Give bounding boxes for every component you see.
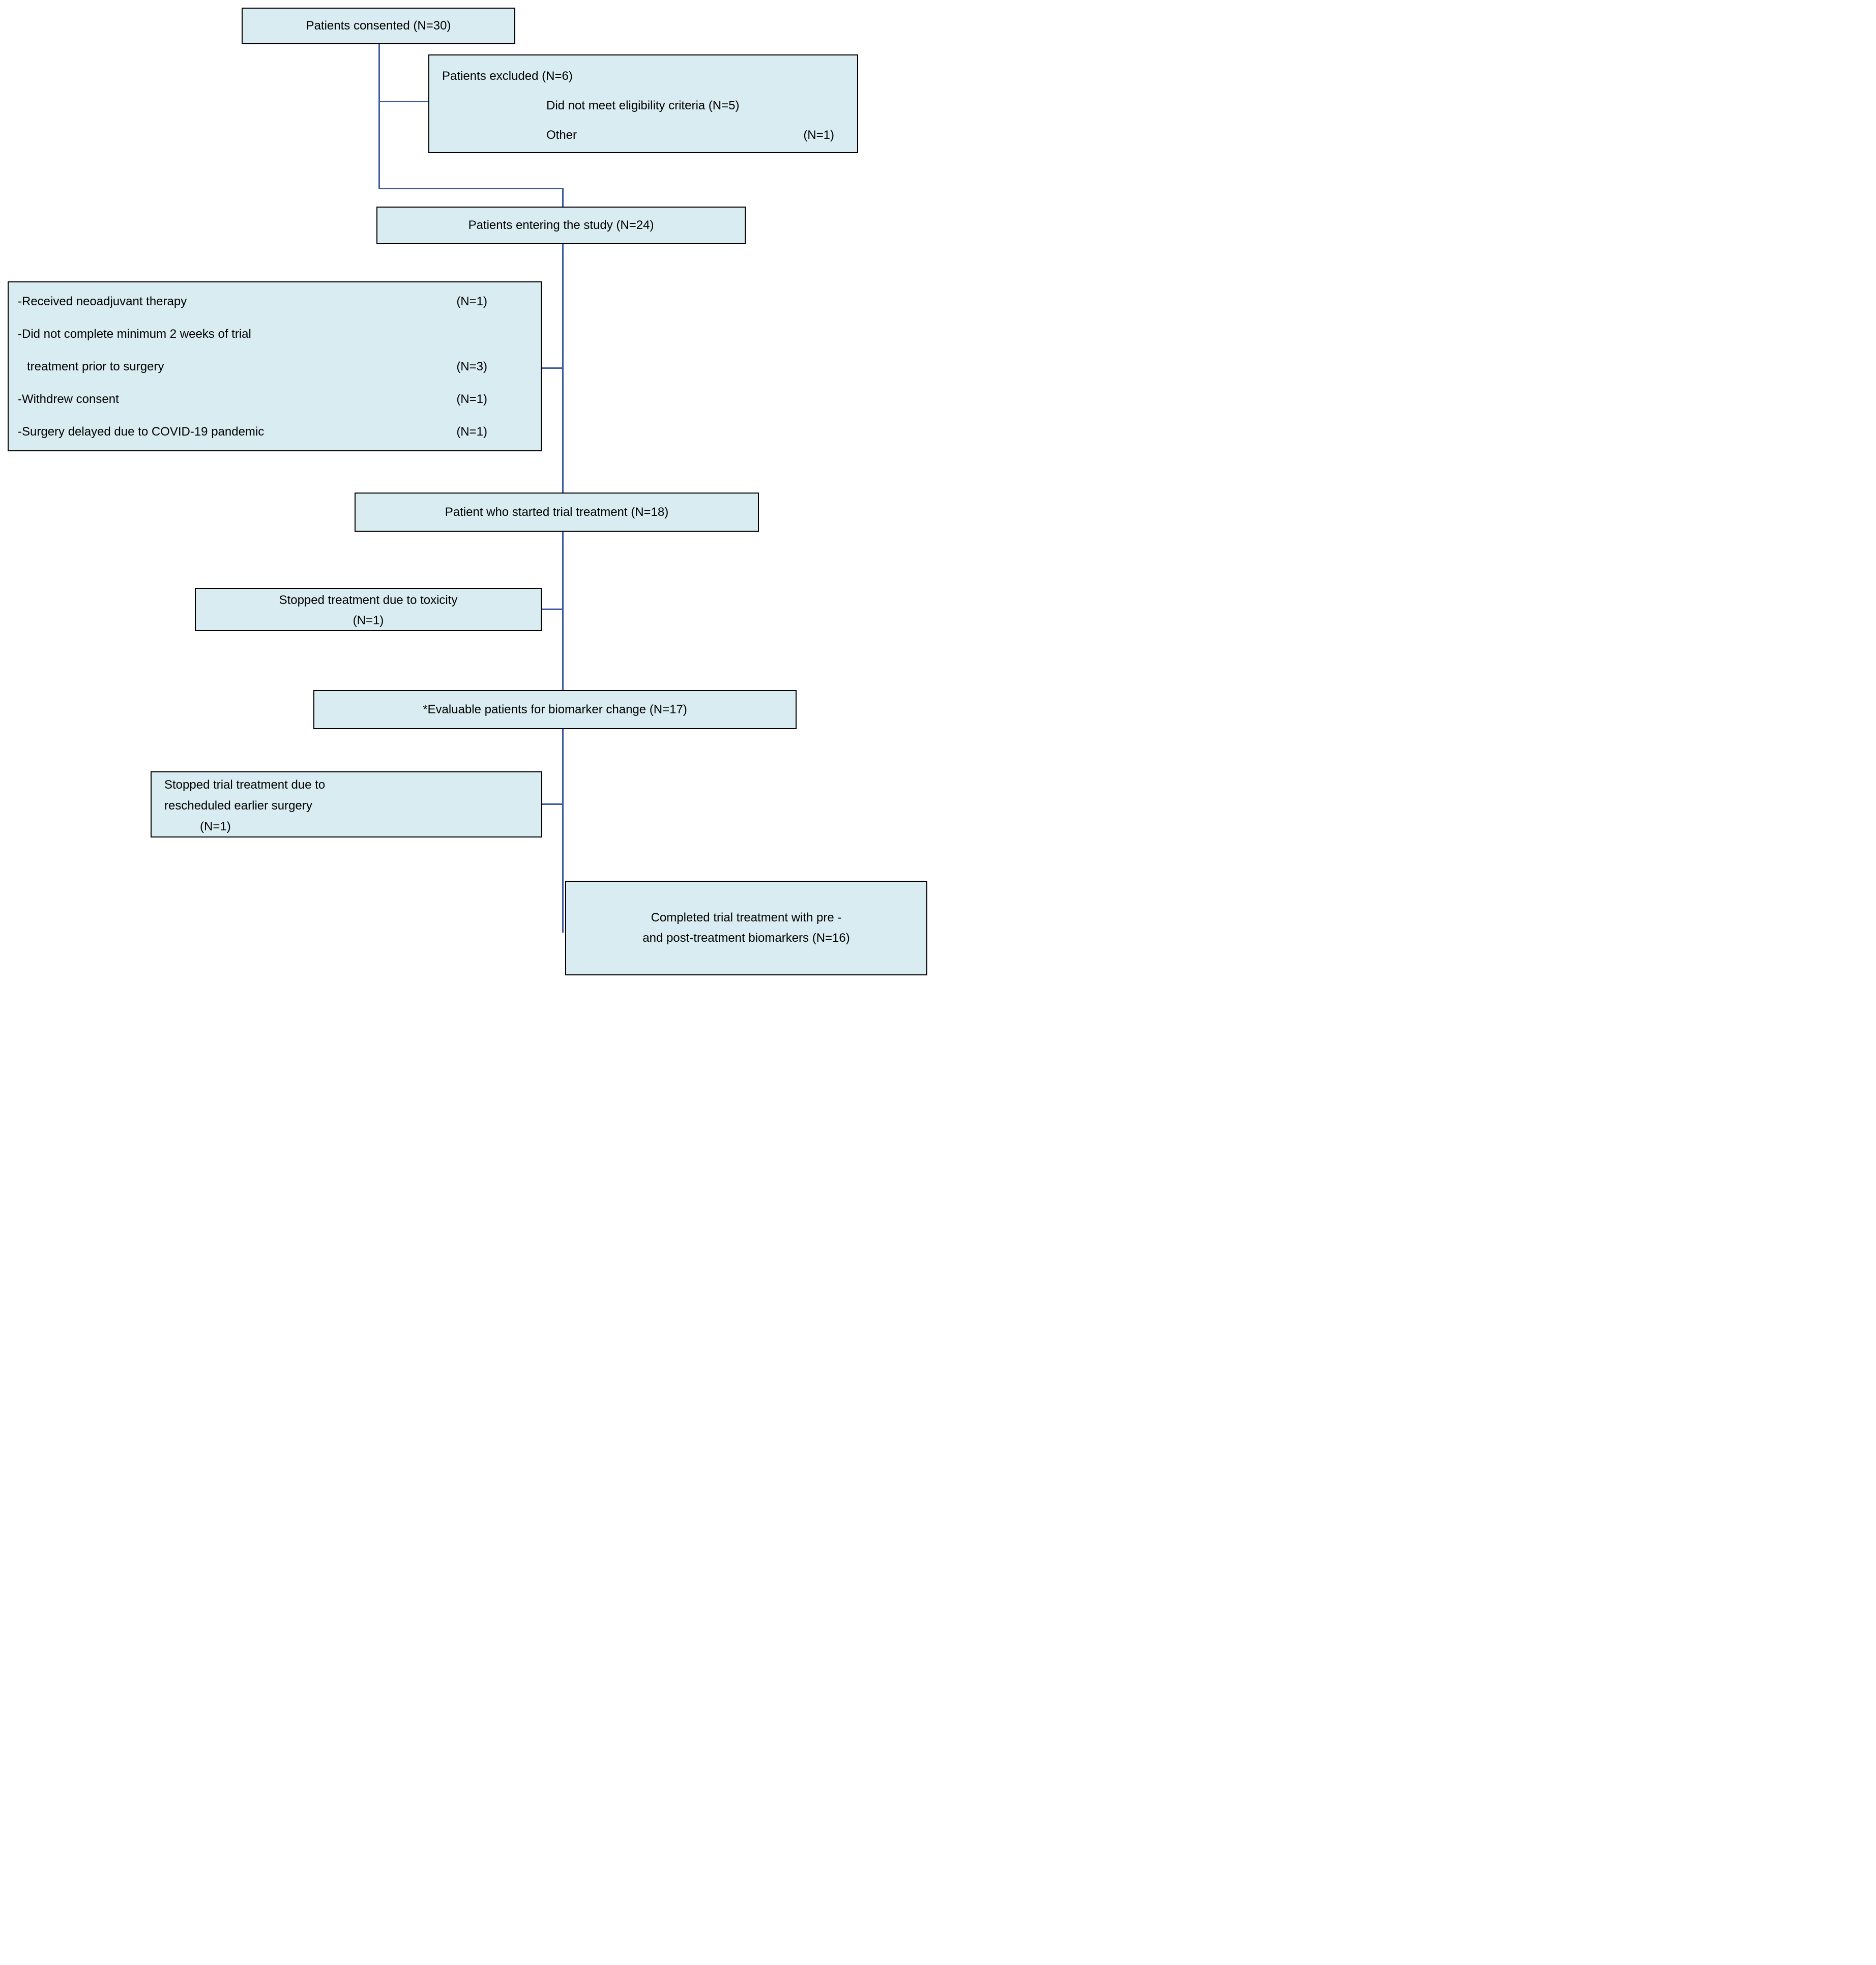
completed-line2: and post-treatment biomarkers (N=16) [642, 931, 850, 945]
connector-to-exclusions-box [541, 367, 563, 369]
exclusion-label: -Did not complete minimum 2 weeks of trial [18, 327, 251, 341]
exclusion-row [9, 383, 541, 416]
exclusion-row [9, 318, 541, 351]
excluded-item-eligibility: Did not meet eligibility criteria (N=5) [546, 99, 740, 112]
box-patients-entering [376, 207, 746, 244]
rescheduled-line1: Stopped trial treatment due to [164, 778, 326, 792]
patients-entering-label: Patients entering the study (N=24) [468, 218, 654, 232]
connector-into-entering [562, 188, 564, 208]
box-patients-consented [242, 8, 515, 44]
box-stopped-toxicity [195, 588, 542, 631]
exclusion-row [9, 285, 541, 318]
stopped-toxicity-count: (N=1) [353, 614, 384, 627]
connector-consented-down [378, 43, 380, 189]
completed-line1: Completed trial treatment with pre - [651, 911, 842, 924]
exclusion-row [9, 351, 541, 383]
excluded-other-count: (N=1) [803, 128, 834, 142]
connector-to-excluded-box [378, 101, 428, 102]
exclusion-count: (N=1) [456, 425, 487, 439]
connector-to-toxicity-box [541, 609, 563, 610]
exclusion-label: treatment prior to surgery [27, 360, 164, 373]
connector-evaluable-to-completed [562, 728, 564, 933]
flow-diagram [0, 0, 938, 982]
exclusion-label: -Received neoadjuvant therapy [18, 295, 187, 308]
box-evaluable-patients [313, 690, 797, 729]
excluded-item-other [429, 121, 857, 150]
connector-jog-right [378, 188, 564, 189]
box-stopped-rescheduled [151, 771, 542, 837]
connector-started-to-evaluable [562, 531, 564, 691]
exclusion-count: (N=1) [456, 392, 487, 406]
patients-consented-label: Patients consented (N=30) [306, 19, 451, 33]
box-completed-treatment [565, 881, 927, 975]
box-started-treatment [355, 493, 759, 532]
rescheduled-count: (N=1) [200, 820, 231, 833]
started-treatment-label: Patient who started trial treatment (N=18) [445, 505, 669, 519]
exclusion-count: (N=1) [456, 295, 487, 308]
evaluable-patients-label: *Evaluable patients for biomarker change (N=17) [423, 702, 687, 716]
excluded-other-label: Other [546, 128, 577, 142]
exclusion-label: -Withdrew consent [18, 392, 119, 406]
box-patients-excluded [428, 54, 858, 153]
exclusion-count: (N=3) [456, 360, 487, 373]
patients-excluded-title: Patients excluded (N=6) [442, 69, 573, 83]
exclusion-label: -Surgery delayed due to COVID-19 pandemic [18, 425, 265, 439]
rescheduled-line2: rescheduled earlier surgery [164, 799, 312, 813]
box-pre-treatment-exclusions [8, 281, 542, 451]
exclusion-row [9, 416, 541, 448]
stopped-toxicity-label: Stopped treatment due to toxicity [279, 593, 458, 607]
connector-to-rescheduled-box [541, 803, 564, 805]
